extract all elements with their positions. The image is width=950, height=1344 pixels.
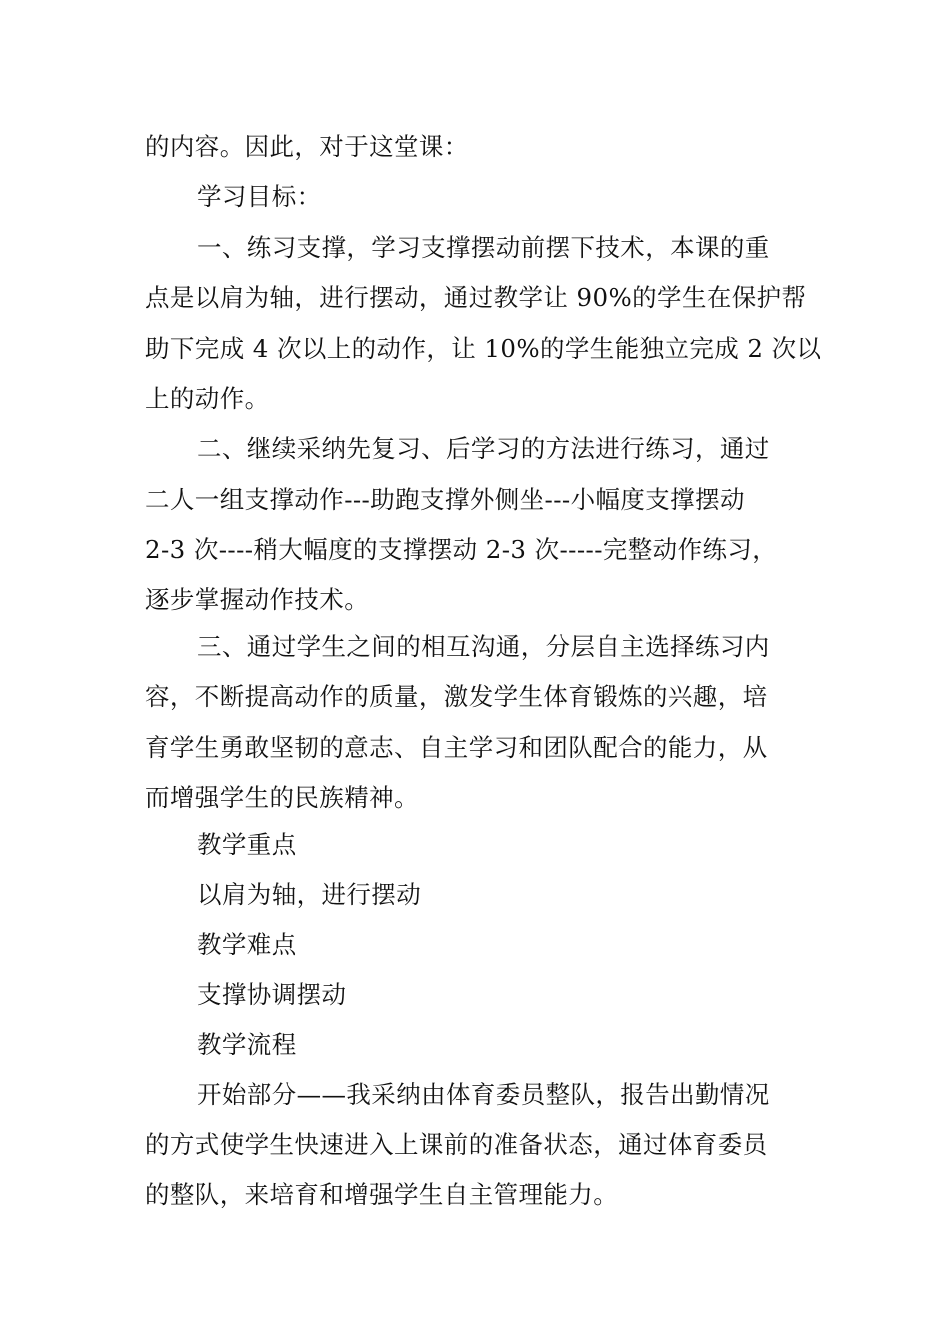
text-line: 上的动作。 [145,384,270,413]
text-line: 以肩为轴，进行摆动 [197,880,422,909]
text-line: 二、继续采纳先复习、后学习的方法进行练习，通过 [197,434,770,463]
text-line: 逐步掌握动作技术。 [145,585,370,614]
text-line: 一、练习支撑，学习支撑摆动前摆下技术，本课的重 [197,233,770,262]
text-line: 容，不断提高动作的质量，激发学生体育锻炼的兴趣，培 [145,682,768,711]
text-line: 点是以肩为轴，进行摆动，通过教学让 90%的学生在保护帮 [145,283,807,312]
text-line: 而增强学生的民族精神。 [145,783,419,812]
text-line: 三、通过学生之间的相互沟通，分层自主选择练习内 [197,632,770,661]
text-line: 教学难点 [197,930,297,959]
text-line: 育学生勇敢坚韧的意志、自主学习和团队配合的能力，从 [145,733,768,762]
text-line: 的内容。因此，对于这堂课： [145,132,469,161]
text-line: 助下完成 4 次以上的动作，让 10%的学生能独立完成 2 次以 [145,334,822,363]
text-line: 支撑协调摆动 [197,980,347,1009]
text-line: 二人一组支撑动作---助跑支撑外侧坐---小幅度支撑摆动 [145,485,745,514]
text-line: 的整队，来培育和增强学生自主管理能力。 [145,1180,619,1209]
text-line: 开始部分——我采纳由体育委员整队，报告出勤情况 [197,1080,770,1109]
text-line: 2-3 次----稍大幅度的支撑摆动 2-3 次-----完整动作练习， [145,535,778,564]
text-line: 的方式使学生快速进入上课前的准备状态，通过体育委员 [145,1130,768,1159]
text-line: 教学流程 [197,1030,297,1059]
text-line: 学习目标： [197,182,322,211]
text-line: 教学重点 [197,830,297,859]
